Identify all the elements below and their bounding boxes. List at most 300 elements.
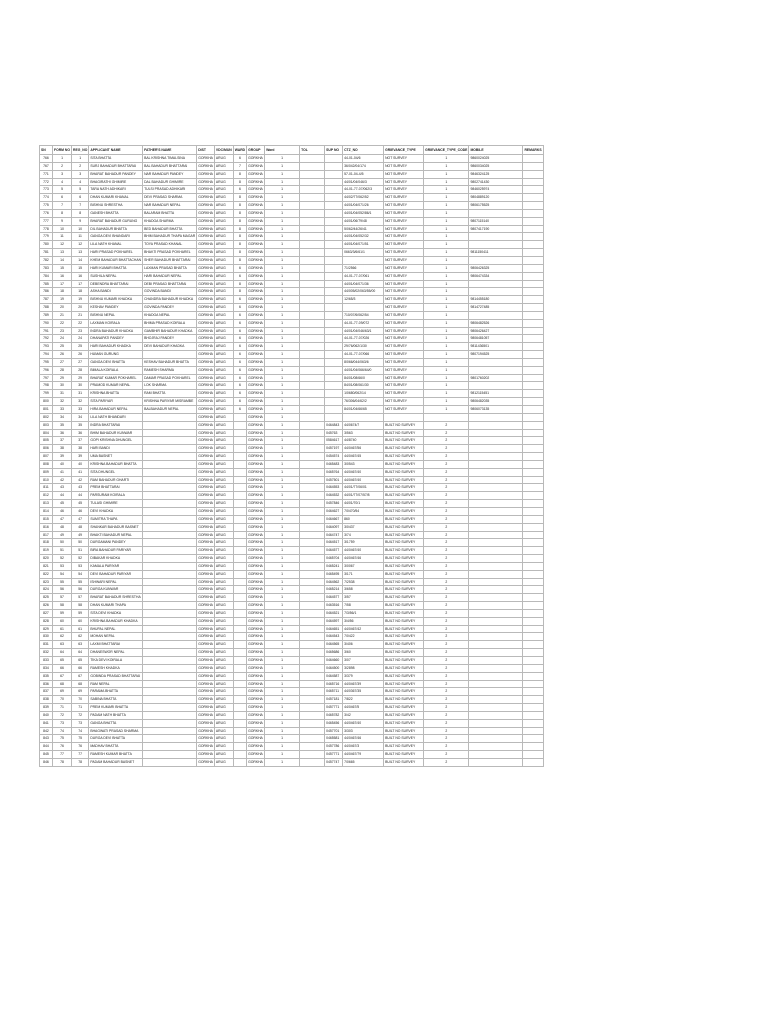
table-cell: 44/0467/40 [343,547,384,555]
table-cell: NOT SURVEY [384,155,424,163]
table-cell: BUILT NO SURVEY [384,547,424,555]
table-cell [523,672,543,680]
table-cell: GORKHA [197,641,215,649]
table-cell: RAMESH KUMAR BHATTA [89,751,143,759]
table-cell: GORKHA [247,539,265,547]
table-cell: GORKHA [197,711,215,719]
table-cell [233,539,246,547]
table-cell: ARUG [214,351,233,359]
table-cell: ARUG [214,343,233,351]
table-cell: 0465686 [325,649,343,657]
table-cell: 76/306/04/62/2 [343,398,384,406]
table-cell: ARUG [214,272,233,280]
table-cell: 3/171 [343,570,384,578]
table-cell: BHOJRAJ PANDEY [143,335,197,343]
table-row [40,264,544,272]
table-cell: 1 [265,225,300,233]
table-cell: 43 [72,484,89,492]
table-cell: 1 [265,633,300,641]
table-cell [300,445,325,453]
table-cell: BISHNU SHRESTHA [89,202,143,210]
table-cell [233,562,246,570]
table-row [40,453,544,461]
table-cell: 65 [72,657,89,665]
table-row [40,390,544,398]
table-cell: HIRA BAHADUR NEPAL [89,406,143,414]
table-cell [523,406,543,414]
table-cell [233,609,246,617]
table-cell [523,578,543,586]
table-cell: NOT SURVEY [384,272,424,280]
table-cell: NOT SURVEY [384,194,424,202]
table-cell: 44/0367/35 [343,688,384,696]
table-row [40,468,544,476]
table-cell: 802 [40,413,53,421]
table-cell: 6 [233,366,246,374]
table-cell: 773 [40,186,53,194]
table-cell: GORKHA [197,468,215,476]
table-cell: GORKHA [197,578,215,586]
table-cell: GORKHA [197,406,215,414]
table-cell [143,578,197,586]
table-cell: BUILT NO SURVEY [384,578,424,586]
table-cell [143,500,197,508]
table-cell: 44/0467/39 [343,680,384,688]
table-cell: 797 [40,374,53,382]
table-cell: 53 [72,562,89,570]
table-cell [143,719,197,727]
table-cell: GORKHA [247,186,265,194]
table-cell: ARUG [214,335,233,343]
table-cell: 63 [53,641,72,649]
table-cell: BIMALA KOIRALA [89,366,143,374]
table-cell: GORKHA [197,217,215,225]
table-cell: GORKHA [197,523,215,531]
table-cell: GORKHA [247,304,265,312]
table-cell [300,162,325,170]
table-row [40,194,544,202]
table-cell: 7/3/56/1 [343,609,384,617]
table-cell: SUSHILA NEPAL [89,272,143,280]
table-cell [469,727,523,735]
table-cell [300,256,325,264]
table-cell: 3/57 [343,594,384,602]
table-cell [300,751,325,759]
table-cell: 6 [233,343,246,351]
table-cell [325,186,343,194]
table-cell: 44/8740 [343,437,384,445]
table-cell: 808 [40,460,53,468]
table-cell: 1 [424,311,469,319]
table-cell: 820 [40,555,53,563]
table-cell: ARUG [214,743,233,751]
table-cell [300,625,325,633]
table-cell: 51 [72,547,89,555]
table-cell: 2 [72,162,89,170]
table-cell [233,586,246,594]
table-cell: 1 [265,288,300,296]
table-cell: GORKHA [247,406,265,414]
table-row [40,680,544,688]
table-cell: 1 [265,453,300,461]
table-cell [300,178,325,186]
table-row [40,547,544,555]
table-cell: 3/0543 [343,460,384,468]
table-cell: GORKHA [197,351,215,359]
table-cell: 1 [265,241,300,249]
table-cell: 0464660 [325,657,343,665]
table-cell: RAM NEPAL [89,680,143,688]
table-cell [300,539,325,547]
table-cell [300,578,325,586]
column-header: CTZ_NO [343,146,384,155]
table-cell: GORKHA [247,225,265,233]
table-cell: 1 [265,335,300,343]
table-cell: BUILT NO SURVEY [384,445,424,453]
table-cell: ARUG [214,311,233,319]
table-cell: 2 [424,437,469,445]
table-cell: NAR BAHADUR NEPAL [143,202,197,210]
table-cell: 1 [265,523,300,531]
table-cell: 77 [53,751,72,759]
table-cell: BUILT NO SURVEY [384,500,424,508]
table-cell: 58 [53,602,72,610]
table-cell [300,594,325,602]
table-cell: 70 [53,696,72,704]
table-cell: 13 [72,249,89,257]
table-cell: ARUG [214,617,233,625]
table-cell [300,500,325,508]
table-cell: 0464627 [325,507,343,515]
table-cell: 1 [265,343,300,351]
table-cell: 6 [233,296,246,304]
table-cell: 0465214 [325,586,343,594]
table-cell: TARA NATH ADHIKARI [89,186,143,194]
table-cell: MADHAV BHATTA [89,743,143,751]
table-cell [523,460,543,468]
table-cell [143,539,197,547]
table-cell: ARUG [214,727,233,735]
table-cell: 8 [233,170,246,178]
table-cell [469,751,523,759]
table-cell: GORKHA [247,382,265,390]
table-cell: 0457197 [325,445,343,453]
table-cell: 2 [424,507,469,515]
table-cell: 1 [265,209,300,217]
table-cell: 10 [53,225,72,233]
table-cell: 824 [40,586,53,594]
table-cell [469,657,523,665]
table-cell [523,202,543,210]
table-cell: BALARAM BHATTA [143,209,197,217]
table-cell: 0465711 [325,688,343,696]
table-cell: KHADGA NEPAL [143,311,197,319]
table-cell: 78 [72,758,89,766]
table-cell: NOT SURVEY [384,406,424,414]
table-cell: GORKHA [197,743,215,751]
table-cell: 8 [233,288,246,296]
table-cell [523,594,543,602]
table-cell [523,484,543,492]
table-cell: 12 [53,241,72,249]
table-cell: GORKHA [197,696,215,704]
table-cell [523,225,543,233]
table-cell: 3/2898 [343,664,384,672]
table-row [40,296,544,304]
table-cell [469,641,523,649]
table-cell: GORKHA [247,256,265,264]
column-header: GRIEVANCE_TYPE_CODE [424,146,469,155]
table-cell [300,657,325,665]
table-cell: 810 [40,476,53,484]
table-cell: 72 [72,711,89,719]
table-cell [143,758,197,766]
table-row [40,311,544,319]
table-cell: 62 [72,633,89,641]
table-cell: ISHWARI NEPAL [89,578,143,586]
table-cell: 0465483 [325,460,343,468]
table-cell: 21 [53,311,72,319]
table-cell: GORKHA [247,696,265,704]
table-cell: 44/0467/40 [343,719,384,727]
table-row [40,555,544,563]
table-cell: ARUG [214,406,233,414]
table-cell: 2 [424,649,469,657]
table-cell: BUILT NO SURVEY [384,523,424,531]
table-row [40,178,544,186]
table-cell: BUILT NO SURVEY [384,539,424,547]
table-cell: 1 [265,570,300,578]
table-cell [469,492,523,500]
table-cell: 805 [40,437,53,445]
table-cell: 771 [40,170,53,178]
table-cell [300,413,325,421]
table-cell: 822 [40,570,53,578]
table-cell [469,523,523,531]
table-cell: 9802741430 [469,178,523,186]
table-row [40,531,544,539]
column-header: FATHER'S NAME [143,146,197,155]
table-cell: ARUG [214,570,233,578]
table-cell: 9807115140 [469,217,523,225]
table-cell: GORKHA [247,264,265,272]
table-cell: GORKHA [247,170,265,178]
table-row [40,523,544,531]
table-cell: 0584617 [325,437,343,445]
table-cell: 1 [265,539,300,547]
table-cell: 2 [424,704,469,712]
table-cell: GORKHA [197,437,215,445]
table-cell: 0464587 [325,672,343,680]
table-cell [233,719,246,727]
table-cell: 0465782 [325,711,343,719]
table-cell: 15 [53,264,72,272]
table-cell: 0457747 [325,758,343,766]
table-cell: GOBINDA PRASAD BHATTARAI [89,672,143,680]
table-cell: 44-01-77-07/062/3 [343,186,384,194]
table-cell [233,594,246,602]
table-cell: 791 [40,327,53,335]
table-cell: 29/76/062/1/30 [343,343,384,351]
table-cell: 1 [265,711,300,719]
table-cell: 2 [424,680,469,688]
table-cell: 1 [424,335,469,343]
table-cell: 3/303 [343,727,384,735]
table-cell [325,304,343,312]
table-cell [300,476,325,484]
table-cell: GORKHA [247,672,265,680]
table-row [40,578,544,586]
table-cell: 2 [424,445,469,453]
table-cell [233,547,246,555]
table-cell [233,507,246,515]
table-cell: GORKHA [197,476,215,484]
table-cell [325,170,343,178]
table-cell: ARUG [214,366,233,374]
table-cell: 44/0467/79 [343,751,384,759]
table-cell: ARUG [214,194,233,202]
table-cell: 0465581 [325,735,343,743]
table-cell: 7/2538 [343,578,384,586]
table-cell: 6 [233,186,246,194]
table-row [40,500,544,508]
table-cell: 835 [40,672,53,680]
table-cell: 827 [40,609,53,617]
table-cell [469,515,523,523]
table-cell [233,751,246,759]
table-header-row [40,146,544,155]
table-cell [523,194,543,202]
table-cell: 7/0665 [343,758,384,766]
table-cell: 1 [424,162,469,170]
table-cell: 1 [265,406,300,414]
table-cell: 44/01/04/046/3 [343,178,384,186]
table-cell: GORKHA [247,233,265,241]
table-cell: GORKHA [197,594,215,602]
table-cell: 786 [40,288,53,296]
table-cell [233,523,246,531]
table-cell: 1 [265,398,300,406]
table-cell: KESHAV BAHADUR BHATTA [143,358,197,366]
table-cell: GANGA DEVI BHATTA [89,358,143,366]
table-cell: 38 [53,445,72,453]
table-cell [523,515,543,523]
table-cell: 1 [265,594,300,602]
table-cell [233,602,246,610]
table-cell [300,641,325,649]
table-cell [469,311,523,319]
table-cell: 829 [40,625,53,633]
table-cell: 9806426325 [469,264,523,272]
table-cell: 4 [53,178,72,186]
table-cell [233,758,246,766]
table-cell: LILA NATH BHANDARI [89,413,143,421]
table-cell: 17 [53,280,72,288]
table-cell: 47 [53,515,72,523]
table-cell: 1 [265,264,300,272]
table-cell [523,735,543,743]
table-cell: 39 [72,453,89,461]
table-cell: 61 [53,625,72,633]
table-cell: 0457771 [325,751,343,759]
table-cell: 1 [424,366,469,374]
table-cell: LILA NATH KHANAL [89,241,143,249]
table-cell: ARUG [214,758,233,766]
table-cell: 78 [53,758,72,766]
table-cell: 3/658 [343,586,384,594]
table-cell: 8 [233,241,246,249]
table-cell: BHARAT KUMAR POKHAREL [89,374,143,382]
table-cell: 0464565 [325,641,343,649]
table-cell: 31 [53,390,72,398]
table-cell [523,280,543,288]
table-cell: 74 [53,727,72,735]
table-cell: PREM BHATTARAI [89,484,143,492]
table-cell: GORKHA [247,743,265,751]
table-cell: KRISHNA BAHADUR KHADKA [89,617,143,625]
table-cell [384,413,424,421]
table-cell [523,570,543,578]
table-cell [469,233,523,241]
table-cell [325,194,343,202]
table-cell [325,249,343,257]
table-cell [300,421,325,429]
table-cell: 1 [265,531,300,539]
table-cell [469,531,523,539]
table-cell: 2 [424,641,469,649]
table-cell [143,492,197,500]
table-cell: 32 [53,398,72,406]
table-cell: 3/4/56 [343,617,384,625]
table-cell [300,758,325,766]
table-cell: 840 [40,711,53,719]
table-cell: 825 [40,594,53,602]
table-cell: 45 [53,500,72,508]
table-cell: GORKHA [197,484,215,492]
table-cell: 1 [265,625,300,633]
table-cell: 44-01-77-07/066 [343,351,384,359]
table-cell [143,507,197,515]
table-cell: 46 [53,507,72,515]
table-cell [469,625,523,633]
table-cell: 1 [265,657,300,665]
table-cell: 8 [233,256,246,264]
table-cell: BUILT NO SURVEY [384,594,424,602]
table-cell: 1 [424,406,469,414]
table-cell [469,711,523,719]
table-cell [325,162,343,170]
table-cell [300,555,325,563]
table-cell: ARUG [214,241,233,249]
table-cell: 64 [72,649,89,657]
table-cell: ARUG [214,382,233,390]
table-cell: 2 [424,633,469,641]
table-row [40,751,544,759]
table-cell [233,727,246,735]
table-cell [143,453,197,461]
table-cell: 1 [424,170,469,178]
table-cell: BUILT NO SURVEY [384,727,424,735]
table-cell: 50 [72,539,89,547]
table-cell: GORKHA [247,617,265,625]
table-cell: 6 [233,374,246,382]
table-cell: 831 [40,641,53,649]
table-cell: 1 [424,390,469,398]
table-cell: 0464577 [325,547,343,555]
table-cell: GORKHA [197,539,215,547]
table-cell: 0464747 [325,531,343,539]
table-cell: 43 [53,484,72,492]
